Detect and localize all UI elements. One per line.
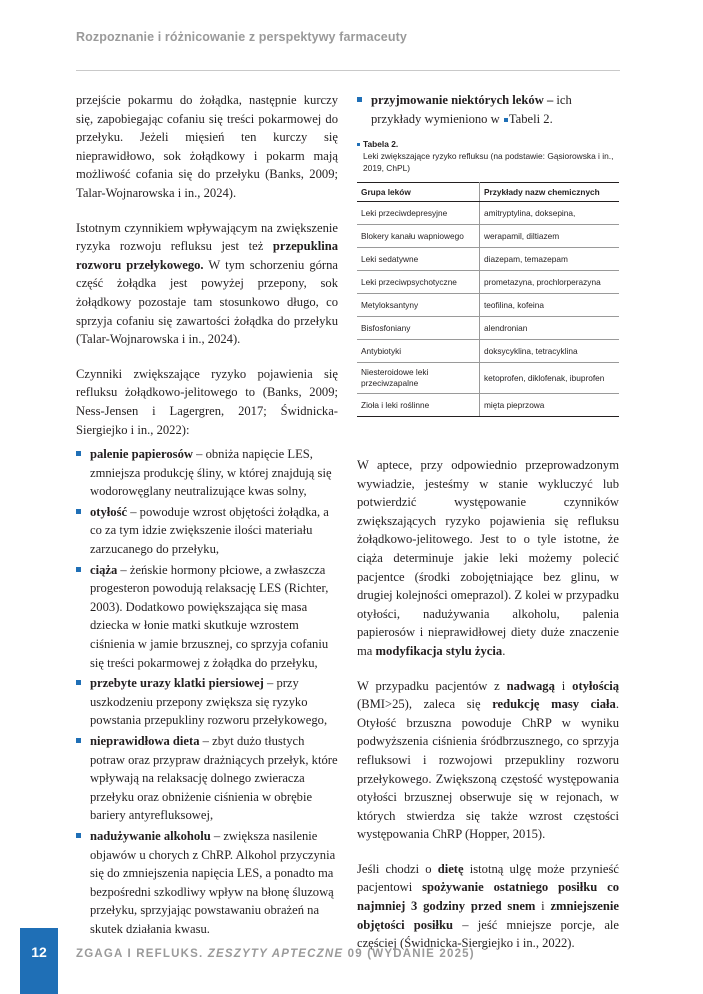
text: Istotnym czynnikiem wpływającym na zwiększenie ryzyka rozwoju refluksu jest też: [76, 220, 338, 254]
table-cell: Niesteroidowe leki przeciwzapalne: [357, 363, 480, 394]
table-cell: mięta pieprzowa: [480, 394, 620, 417]
page-number-tab: [20, 928, 58, 994]
list-item: [76, 561, 338, 673]
bullet-square-icon: [76, 738, 81, 743]
text: – zwiększa nasilenie objawów u chorych z ChRP. Alkohol przyczynia się do zmniejszenia napięcia LES, a ponadto ma bezpośredni szkodliwy wpływ na błonę śluzową przełyku, sprzyjając powstawaniu obrażeń na skutek działania kwasu.: [90, 828, 336, 936]
table-reference-link[interactable]: Tabeli 2.: [508, 111, 553, 126]
bold-term: nieprawidłowa dieta: [90, 734, 200, 748]
table-cell: Blokery kanału wapniowego: [357, 225, 480, 248]
bold-term: nadużywanie alkoholu: [90, 828, 211, 843]
bold-term: spożywanie ostatniego posiłku co najmniej 3 godziny przed snem: [357, 880, 620, 914]
bullet-square-icon: [76, 509, 81, 514]
text: Jeśli chodzi o: [357, 861, 438, 876]
list-item: [76, 732, 338, 825]
bold-term: przyjmowanie niektórych leków –: [371, 93, 554, 107]
footer-suffix: 09 (WYDANIE 2025): [343, 948, 475, 960]
text: i: [554, 678, 573, 693]
table-cell: Antybiotyki: [357, 340, 480, 363]
table-row: [357, 294, 619, 317]
bold-term: modyfikacja stylu życia: [375, 643, 503, 658]
bold-term: przebyte urazy klatki piersiowej: [90, 676, 264, 691]
text: – żeńskie hormony płciowe, a zwłaszcza progesteron powodują relaksację LES (Richter, 2003). Dodatkowo powiększająca się masa dziecka w łonie matki skutkuje wzrostem ciśnienia w jamie brzusznej, co sprzyja cofaniu się treści pokarmowej z żołądka do przełyku,: [90, 562, 329, 670]
table-cell: werapamil, diltiazem: [480, 225, 620, 248]
bold-term: zmniejszenie objętości posiłku: [357, 899, 619, 932]
text: – zbyt dużo tłustych potraw oraz przypraw drażniących przełyk, które wpływają na relaksację dolnego zwieracza przełyku oraz obniżenie ciśnienia w obrębie bariery antyrefluksowej,: [90, 734, 338, 823]
paragraph: Czynniki zwiększające ryzyko pojawienia się refluksu żołądkowo-jelitowego to (Banks, 2009; Ness-Jensen i Lagergren, 2017; Świdnicka-Siergiejko i in., 2022):: [76, 366, 338, 437]
table-cell: diazepam, temazepam: [480, 248, 620, 271]
right-column-body: [357, 456, 619, 969]
risk-factor-list: [76, 445, 338, 938]
column-header: Grupa leków: [357, 183, 480, 202]
table-row: [357, 225, 619, 248]
left-column: [76, 91, 338, 941]
footer-prefix: ZGAGA I REFLUKS.: [76, 948, 208, 960]
table-cell: Leki przeciwpsychotyczne: [357, 271, 480, 294]
text: – jeść mniejsze porcje, ale częściej (Świdnicka-Siergiejko i in., 2022).: [357, 917, 620, 951]
bullet-square-icon: [76, 833, 81, 838]
table-cell: Leki sedatywne: [357, 248, 480, 271]
text: – powoduje wzrost objętości żołądka, a co za tym idzie zwiększenie ilości materiału zarzucanego do przełyku,: [90, 504, 329, 557]
table-row: [357, 317, 619, 340]
reference-square-icon: [504, 118, 508, 122]
table-cell: Leki przeciwdepresyjne: [357, 202, 480, 225]
bullet-square-icon: [76, 680, 81, 685]
bold-term: otyłością: [572, 678, 620, 693]
table-cell: doksycyklina, tetracyklina: [480, 340, 620, 363]
running-header: Rozpoznanie i różnicowanie z perspektywy farmaceuty: [76, 30, 407, 44]
bullet-square-icon: [357, 97, 362, 102]
text: – przy uszkodzeniu przepony zwiększa się ryzyko powstania przepukliny rozworu przełykowego,: [90, 676, 328, 728]
text: . Otyłość brzuszna powoduje ChRP w wyniku podwyższenia ciśnienia śródbrzusznego, co sprzyja refluksowi i rozwojowi przepukliny rozworu przełykowego. Zwiększoną częstość występowania otyłości brzusznej obserwuje się w rejonach, w których stwierdza się także wzrost częstości występowania ChRP (Hopper, 2015).: [357, 697, 619, 842]
caption-square-icon: [357, 143, 360, 146]
bold-term: dietę: [437, 861, 464, 876]
list-item: [76, 445, 338, 501]
table-row: [357, 271, 619, 294]
list-item: [76, 503, 338, 559]
table-cell: amitryptylina, doksepina,: [480, 202, 620, 225]
paragraph: [357, 456, 619, 661]
list-item: [357, 91, 619, 128]
table-cell: Zioła i leki roślinne: [357, 394, 480, 417]
table-2: [357, 138, 619, 417]
bold-term: ciąża: [90, 562, 118, 577]
paragraph: przejście pokarmu do żołądka, następnie kurczy się, zapobiegając cofaniu się treści pokarmowej do przełyku. Jeżeli mięsień ten kurczy się nieprawidłowo, sok żołądkowy i pokarm mają możliwość cofania się do przełyku (Banks, 2009; Talar-Wojnarowska i in., 2024).: [76, 93, 338, 200]
text: ich przykłady wymieniono w: [371, 93, 572, 126]
bold-term: palenie papierosów: [90, 447, 193, 462]
text: W przypadku pacjentów z: [357, 678, 507, 693]
bullet-square-icon: [76, 451, 81, 456]
list-item: [76, 827, 338, 939]
text: istotną ulgę może przynieść pacjentowi: [357, 861, 620, 895]
column-header: Przykłady nazw chemicznych: [480, 183, 620, 202]
text: .: [502, 643, 506, 658]
bold-term: przepuklina rozworu przełykowego.: [76, 239, 338, 272]
table-cell: Bisfosfoniany: [357, 317, 480, 340]
table-caption: [357, 138, 619, 174]
table-row: [357, 248, 619, 271]
paragraph: [357, 677, 619, 844]
table-header-row: [357, 183, 619, 202]
risk-factor-list-cont: [357, 91, 619, 128]
text: – obniża napięcie LES, zmniejsza produkcję śliny, w której znajdują się wodorowęglany neutralizujące kwas solny,: [90, 447, 332, 499]
running-footer: [76, 948, 475, 960]
table-cell: Metyloksantyny: [357, 294, 480, 317]
table-row: [357, 394, 619, 417]
table-cell: ketoprofen, diklofenak, ibuprofen: [480, 363, 620, 394]
page-number: 12: [31, 944, 47, 960]
table-cell: prometazyna, prochlorperazyna: [480, 271, 620, 294]
text: W tym schorzeniu górna część żołądka jest powyżej przepony, sok żołądkowy pozostaje tam stosunkowo długo, co sprzyja cofaniu się zawartości żołądka do przełyku (Talar-Wojnarowska i in., 2024).: [76, 257, 338, 347]
drug-table: [357, 182, 619, 417]
footer-series: ZESZYTY APTECZNE: [207, 948, 344, 960]
header-divider: [76, 70, 620, 71]
right-column-top: [357, 91, 619, 130]
table-cell: alendronian: [480, 317, 620, 340]
table-number: Tabela 2.: [363, 139, 399, 149]
bullet-square-icon: [76, 567, 81, 572]
paragraph: [357, 860, 619, 953]
text: i: [535, 899, 551, 914]
bold-term: redukcję masy ciała: [492, 697, 616, 712]
table-row: [357, 202, 619, 225]
table-row: [357, 363, 619, 394]
table-row: [357, 340, 619, 363]
bold-term: otyłość: [90, 504, 128, 519]
text: W aptece, przy odpowiednio przeprowadzonym wywiadzie, jesteśmy w stanie wykluczyć lub potwierdzić występowanie czynników zwiększających ryzyko pojawienia się refluksu żołądkowo-jelitowego. Jest to o tyle istotne, że ciąża determinuje jakie leki możemy polecić pacjentce (środki zobojętniające bez glinu, w drugiej kolejności omeprazol). Z kolei w przypadku otyłości, nadużywania alkoholu, palenia papierosów i nieprawidłowej diety duże znaczenie ma: [357, 458, 619, 658]
text: (BMI>25), zaleca się: [357, 697, 493, 712]
table-caption-text: Leki zwiększające ryzyko refluksu (na podstawie: Gąsiorowska i in., 2019, ChPL): [363, 151, 614, 173]
table-cell: teofilina, kofeina: [480, 294, 620, 317]
list-item: [76, 674, 338, 730]
bold-term: nadwagą: [506, 678, 555, 693]
paragraph: [76, 219, 338, 349]
